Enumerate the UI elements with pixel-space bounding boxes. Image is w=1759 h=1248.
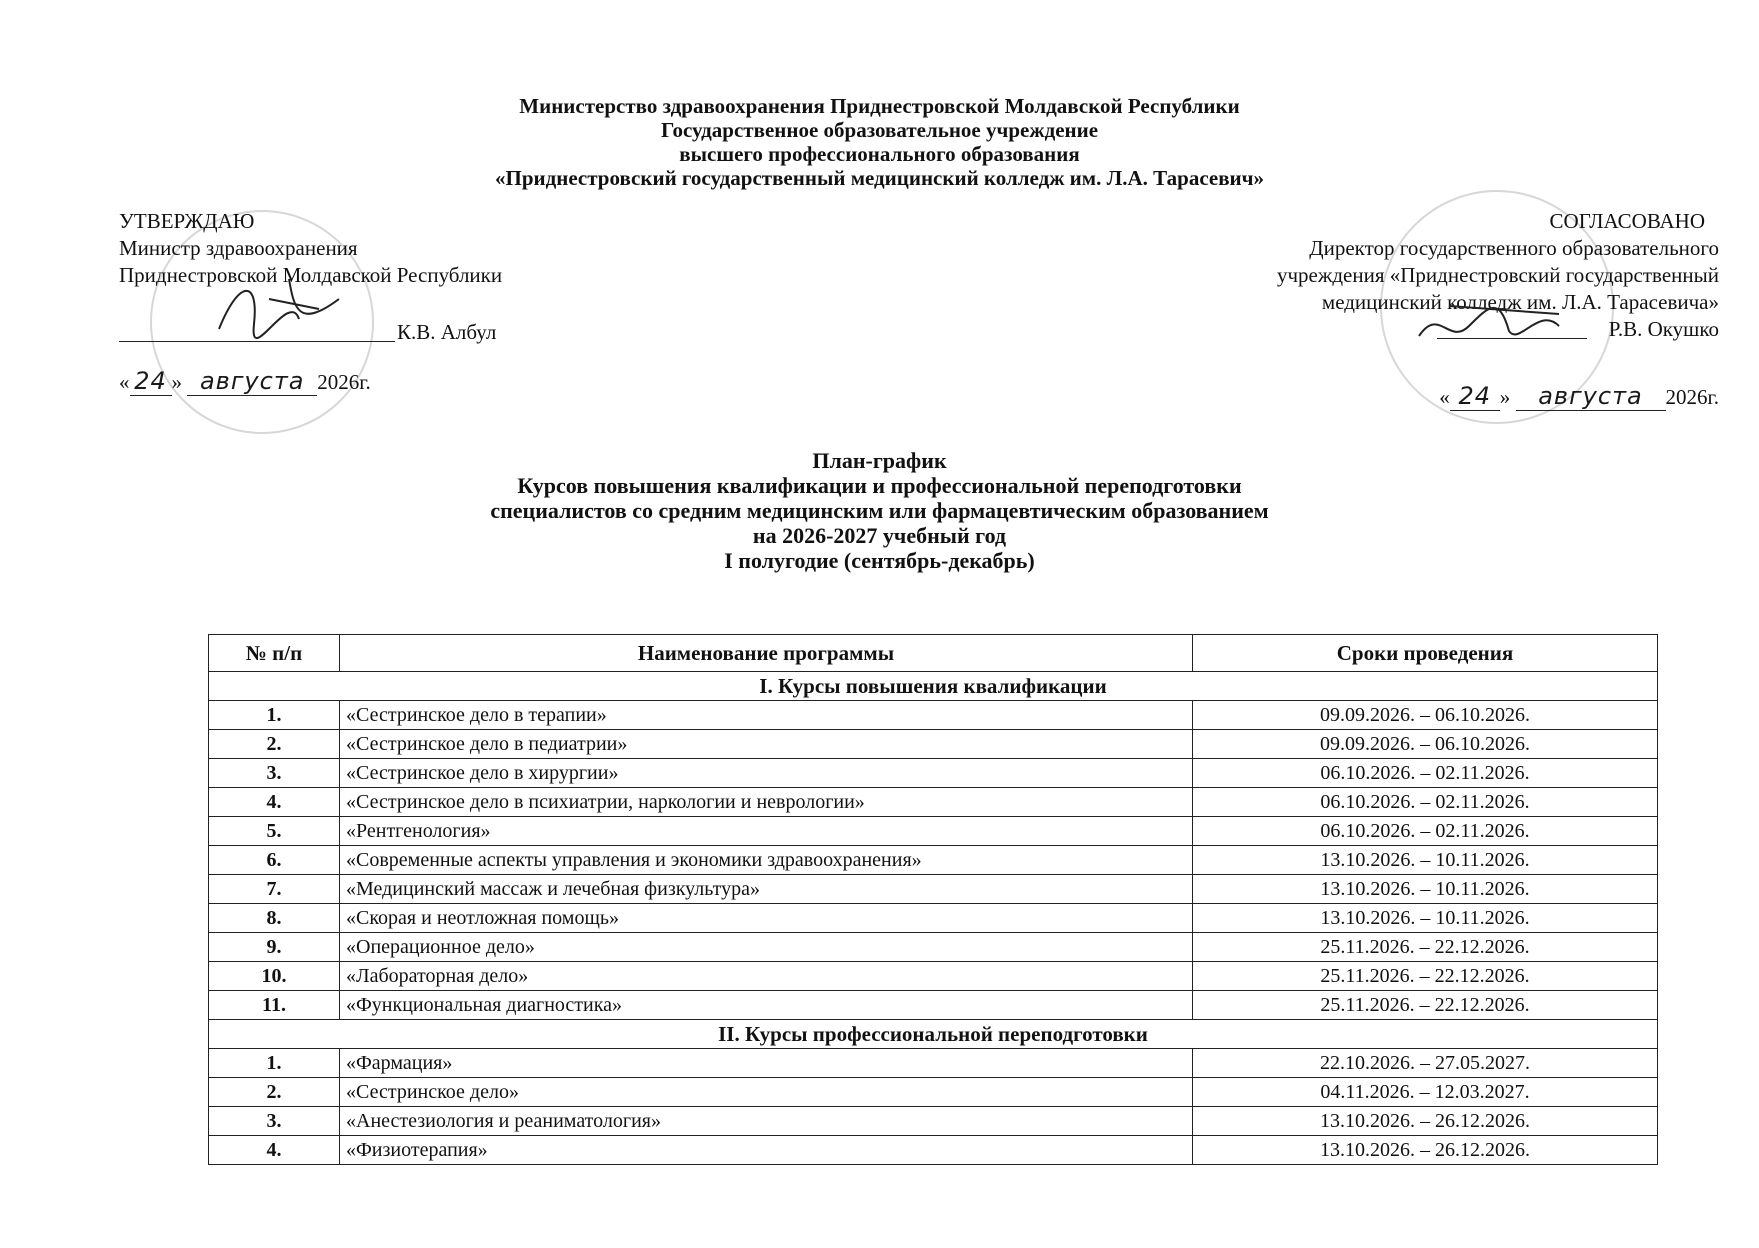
approve-date [119, 368, 502, 396]
signature-line [119, 319, 395, 342]
row-number: 8. [209, 904, 340, 933]
signature-line [1437, 316, 1587, 339]
program-name: «Анестезиология и реаниматология» [340, 1107, 1193, 1136]
program-dates: 09.09.2026. – 06.10.2026. [1193, 730, 1658, 759]
row-number: 7. [209, 875, 340, 904]
program-dates: 13.10.2026. – 10.11.2026. [1193, 875, 1658, 904]
agree-title: СОГЛАСОВАНО [1549, 209, 1705, 233]
program-name: «Операционное дело» [340, 933, 1193, 962]
schedule-table [208, 634, 1658, 1165]
agree-month: августа [1516, 383, 1666, 411]
row-number: 2. [209, 1078, 340, 1107]
agree-line: учреждения «Приднестровский государственный [1276, 263, 1719, 287]
title-line: Курсов повышения квалификации и профессиональной переподготовки [517, 473, 1242, 498]
program-dates: 13.10.2026. – 26.12.2026. [1193, 1107, 1658, 1136]
title-line: План-график [812, 448, 947, 473]
row-number: 6. [209, 846, 340, 875]
title-line: I полугодие (сентябрь-декабрь) [724, 548, 1035, 573]
row-number: 4. [209, 1136, 340, 1165]
title-line: на 2026-2027 учебный год [752, 523, 1007, 548]
title-line: специалистов со средним медицинским или фармацевтическим образованием [490, 498, 1269, 523]
table-row [209, 817, 1658, 846]
program-name: «Медицинский массаж и лечебная физкультура» [340, 875, 1193, 904]
header-line: высшего профессионального образования [679, 142, 1080, 166]
agree-date [1277, 383, 1719, 411]
quote-open: « [1439, 385, 1450, 409]
program-dates: 06.10.2026. – 02.11.2026. [1193, 788, 1658, 817]
program-name: «Современные аспекты управления и экономики здравоохранения» [340, 846, 1193, 875]
table-header-row [209, 635, 1658, 672]
program-name: «Физиотерапия» [340, 1136, 1193, 1165]
section-title: I. Курсы повышения квалификации [209, 672, 1658, 701]
approve-line: Министр здравоохранения [119, 236, 358, 260]
approve-signer: К.В. Албул [397, 320, 497, 344]
quote-close: » [1499, 385, 1511, 409]
program-name: «Сестринское дело в педиатрии» [340, 730, 1193, 759]
section-title: II. Курсы профессиональной переподготовки [209, 1020, 1658, 1049]
agree-line: медицинский колледж им. Л.А. Тарасевича» [1321, 290, 1719, 314]
program-dates: 13.10.2026. – 10.11.2026. [1193, 904, 1658, 933]
row-number: 10. [209, 962, 340, 991]
program-dates: 25.11.2026. – 22.12.2026. [1193, 933, 1658, 962]
agree-signer: Р.В. Окушко [1608, 317, 1719, 341]
row-number: 4. [209, 788, 340, 817]
table-row [209, 991, 1658, 1020]
program-name: «Скорая и неотложная помощь» [340, 904, 1193, 933]
approve-title: УТВЕРЖДАЮ [119, 209, 255, 233]
program-dates: 13.10.2026. – 10.11.2026. [1193, 846, 1658, 875]
program-name: «Сестринское дело в терапии» [340, 701, 1193, 730]
agree-block [1277, 208, 1719, 411]
program-dates: 25.11.2026. – 22.12.2026. [1193, 962, 1658, 991]
approve-month: августа [187, 368, 317, 396]
row-number: 1. [209, 1049, 340, 1078]
row-number: 3. [209, 759, 340, 788]
program-name: «Сестринское дело» [340, 1078, 1193, 1107]
col-header-program: Наименование программы [340, 635, 1193, 672]
table-row [209, 730, 1658, 759]
table-row [209, 962, 1658, 991]
table-row [209, 759, 1658, 788]
section-row [209, 1020, 1658, 1049]
agree-signature-row [1277, 316, 1719, 343]
table-row [209, 846, 1658, 875]
table-row [209, 904, 1658, 933]
program-dates: 22.10.2026. – 27.05.2027. [1193, 1049, 1658, 1078]
approve-signature-row [119, 289, 502, 343]
approve-year: 2026г. [317, 370, 371, 394]
agree-line: Директор государственного образовательного [1309, 236, 1719, 260]
row-number: 9. [209, 933, 340, 962]
program-dates: 06.10.2026. – 02.11.2026. [1193, 817, 1658, 846]
row-number: 1. [209, 701, 340, 730]
institution-header [0, 94, 1759, 190]
approve-line: Приднестровской Молдавской Республики [119, 263, 503, 287]
program-name: «Сестринское дело в психиатрии, наркологии и неврологии» [340, 788, 1193, 817]
program-dates: 09.09.2026. – 06.10.2026. [1193, 701, 1658, 730]
quote-close: » [171, 370, 182, 394]
header-line: Государственное образовательное учреждение [660, 118, 1099, 142]
header-line: Министерство здравоохранения Приднестровской Молдавской Республики [519, 94, 1240, 118]
program-dates: 13.10.2026. – 26.12.2026. [1193, 1136, 1658, 1165]
program-name: «Рентгенология» [340, 817, 1193, 846]
agree-year: 2026г. [1665, 385, 1719, 409]
row-number: 5. [209, 817, 340, 846]
col-header-number: № п/п [209, 635, 340, 672]
section-row [209, 672, 1658, 701]
approve-day: 24 [130, 368, 172, 396]
program-name: «Функциональная диагностика» [340, 991, 1193, 1020]
approve-block [119, 208, 502, 396]
program-dates: 25.11.2026. – 22.12.2026. [1193, 991, 1658, 1020]
agree-day: 24 [1450, 383, 1500, 411]
program-name: «Лабораторная дело» [340, 962, 1193, 991]
table-row [209, 875, 1658, 904]
header-line: «Приднестровский государственный медицинский колледж им. Л.А. Тарасевич» [494, 166, 1264, 190]
row-number: 2. [209, 730, 340, 759]
program-dates: 06.10.2026. – 02.11.2026. [1193, 759, 1658, 788]
table-row [209, 788, 1658, 817]
program-name: «Фармация» [340, 1049, 1193, 1078]
program-dates: 04.11.2026. – 12.03.2027. [1193, 1078, 1658, 1107]
table-row [209, 1107, 1658, 1136]
row-number: 11. [209, 991, 340, 1020]
plan-title [0, 448, 1759, 573]
quote-open: « [119, 370, 130, 394]
table-row [209, 1049, 1658, 1078]
row-number: 3. [209, 1107, 340, 1136]
table-row [209, 1136, 1658, 1165]
table-row [209, 701, 1658, 730]
col-header-dates: Сроки проведения [1193, 635, 1658, 672]
program-name: «Сестринское дело в хирургии» [340, 759, 1193, 788]
table-row [209, 1078, 1658, 1107]
table-row [209, 933, 1658, 962]
